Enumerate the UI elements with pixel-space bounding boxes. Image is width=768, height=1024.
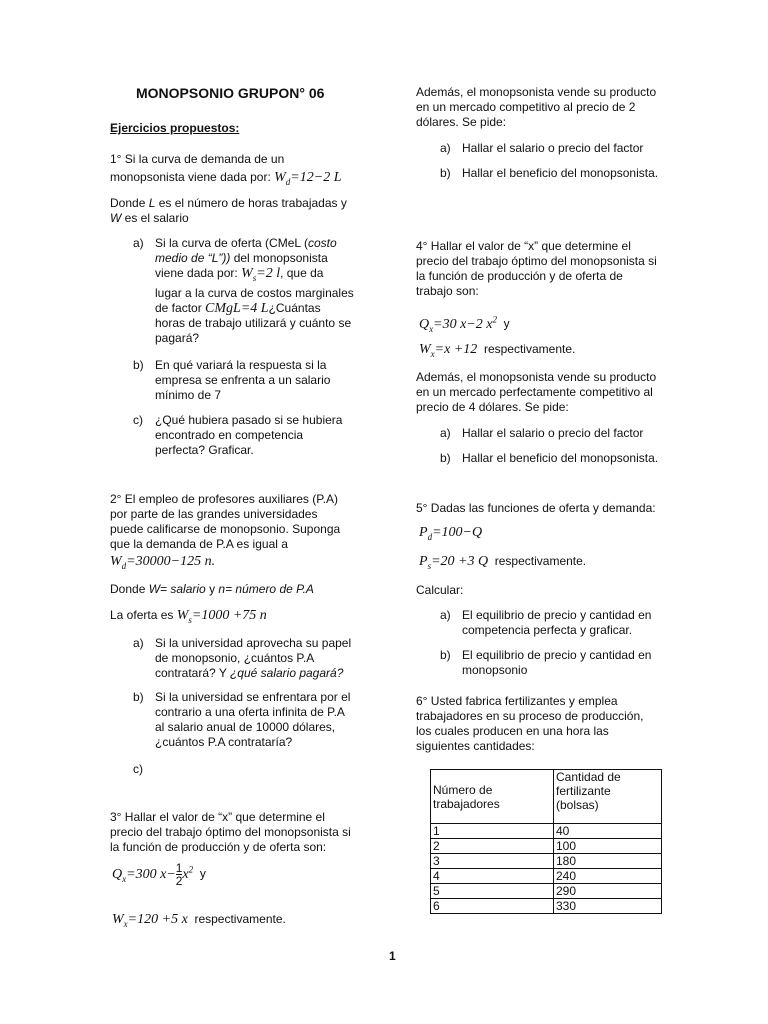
table-row: 4 240 bbox=[431, 869, 662, 884]
table-header-fertilizer: Cantidad de fertilizante (bolsas) bbox=[554, 770, 662, 824]
ex2-donde: Donde W= salario y n= número de P.A bbox=[110, 582, 314, 596]
table-row: 2 100 bbox=[431, 839, 662, 854]
ex5-calc: Calcular: bbox=[416, 583, 464, 597]
ex4-supply-equation: $W_x=x +12$ respectivamente. bbox=[419, 342, 576, 359]
table-row: 6 330 bbox=[431, 899, 662, 914]
ex1-donde1: Donde L es el número de horas trabajadas y bbox=[110, 196, 347, 210]
table-row: 1 40 bbox=[431, 824, 662, 839]
ex1-donde2: W es el salario bbox=[110, 211, 189, 225]
ex5-supply-equation: $P_s=20 +3$ Q respectivamente. bbox=[419, 554, 587, 571]
fertilizer-table bbox=[430, 769, 662, 914]
ex2-demand-equation: $W_d=30000-125$ n. bbox=[110, 554, 216, 571]
table-header-row bbox=[431, 770, 662, 824]
table-row: 3 180 bbox=[431, 854, 662, 869]
table-row: 5 290 bbox=[431, 884, 662, 899]
ex2-intro: 2° El empleo de profesores auxiliares (P.A) por parte de las grandes universidades puede calificarse de monopsonio. Suponga que la demanda de P.A es igual a bbox=[110, 492, 341, 551]
page-number: 1 bbox=[389, 949, 396, 963]
ex3-supply-equation: $W_x=120 +5$ x respectivamente. bbox=[112, 912, 286, 929]
table-header-workers: Número de trabajadores bbox=[431, 770, 554, 824]
page-title: MONOPSONIO GRUPON° 06 bbox=[136, 85, 325, 101]
section-heading: Ejercicios propuestos: bbox=[110, 121, 240, 135]
ex1-demand-equation: $W_d=12-2$ L bbox=[274, 170, 342, 187]
ex4-production-equation: $Q_x=30$ x−2 $x^2$ y bbox=[419, 314, 510, 334]
ex3-production-equation: $Q_x=300$ x− $\frac{1}{2}$ $x^2$ y bbox=[112, 861, 206, 888]
ex6-intro: 6° Usted fabrica fertilizantes y emplea trabajadores en su proceso de producción, los cuales producen en una hora las siguientes cantidades: bbox=[416, 694, 644, 753]
ex3-intro: 3° Hallar el valor de “x” que determine el precio del trabajo óptimo del monopsonista si la función de producción y de oferta son: bbox=[110, 810, 351, 854]
ex2-oferta: La oferta es $W_s=1000 +75$ n bbox=[110, 608, 267, 625]
ex4-intro: 4° Hallar el valor de “x” que determine el precio del trabajo óptimo del monopsonista si la función de producción y de oferta de trabajo son: bbox=[416, 239, 657, 298]
ex1-intro: 1° Si la curva de demanda de un bbox=[110, 152, 285, 166]
ex2-supply-equation: $W_s=1000 +75$ n bbox=[176, 608, 267, 625]
right1-intro: Además, el monopsonista vende su producto en un mercado competitivo al precio de 2 dólares. Se pide: bbox=[416, 85, 657, 129]
ex1-intro2: monopsonista viene dada por: $W_d=12-2$ L bbox=[110, 170, 342, 187]
ex5-demand-equation: $P_d=100-Q$ bbox=[419, 525, 483, 542]
ex5-intro: 5° Dadas las funciones de oferta y demanda: bbox=[416, 501, 656, 515]
ex4-intro2: Además, el monopsonista vende su producto en un mercado perfectamente competitivo al precio de 4 dólares. Se pide: bbox=[416, 370, 657, 414]
